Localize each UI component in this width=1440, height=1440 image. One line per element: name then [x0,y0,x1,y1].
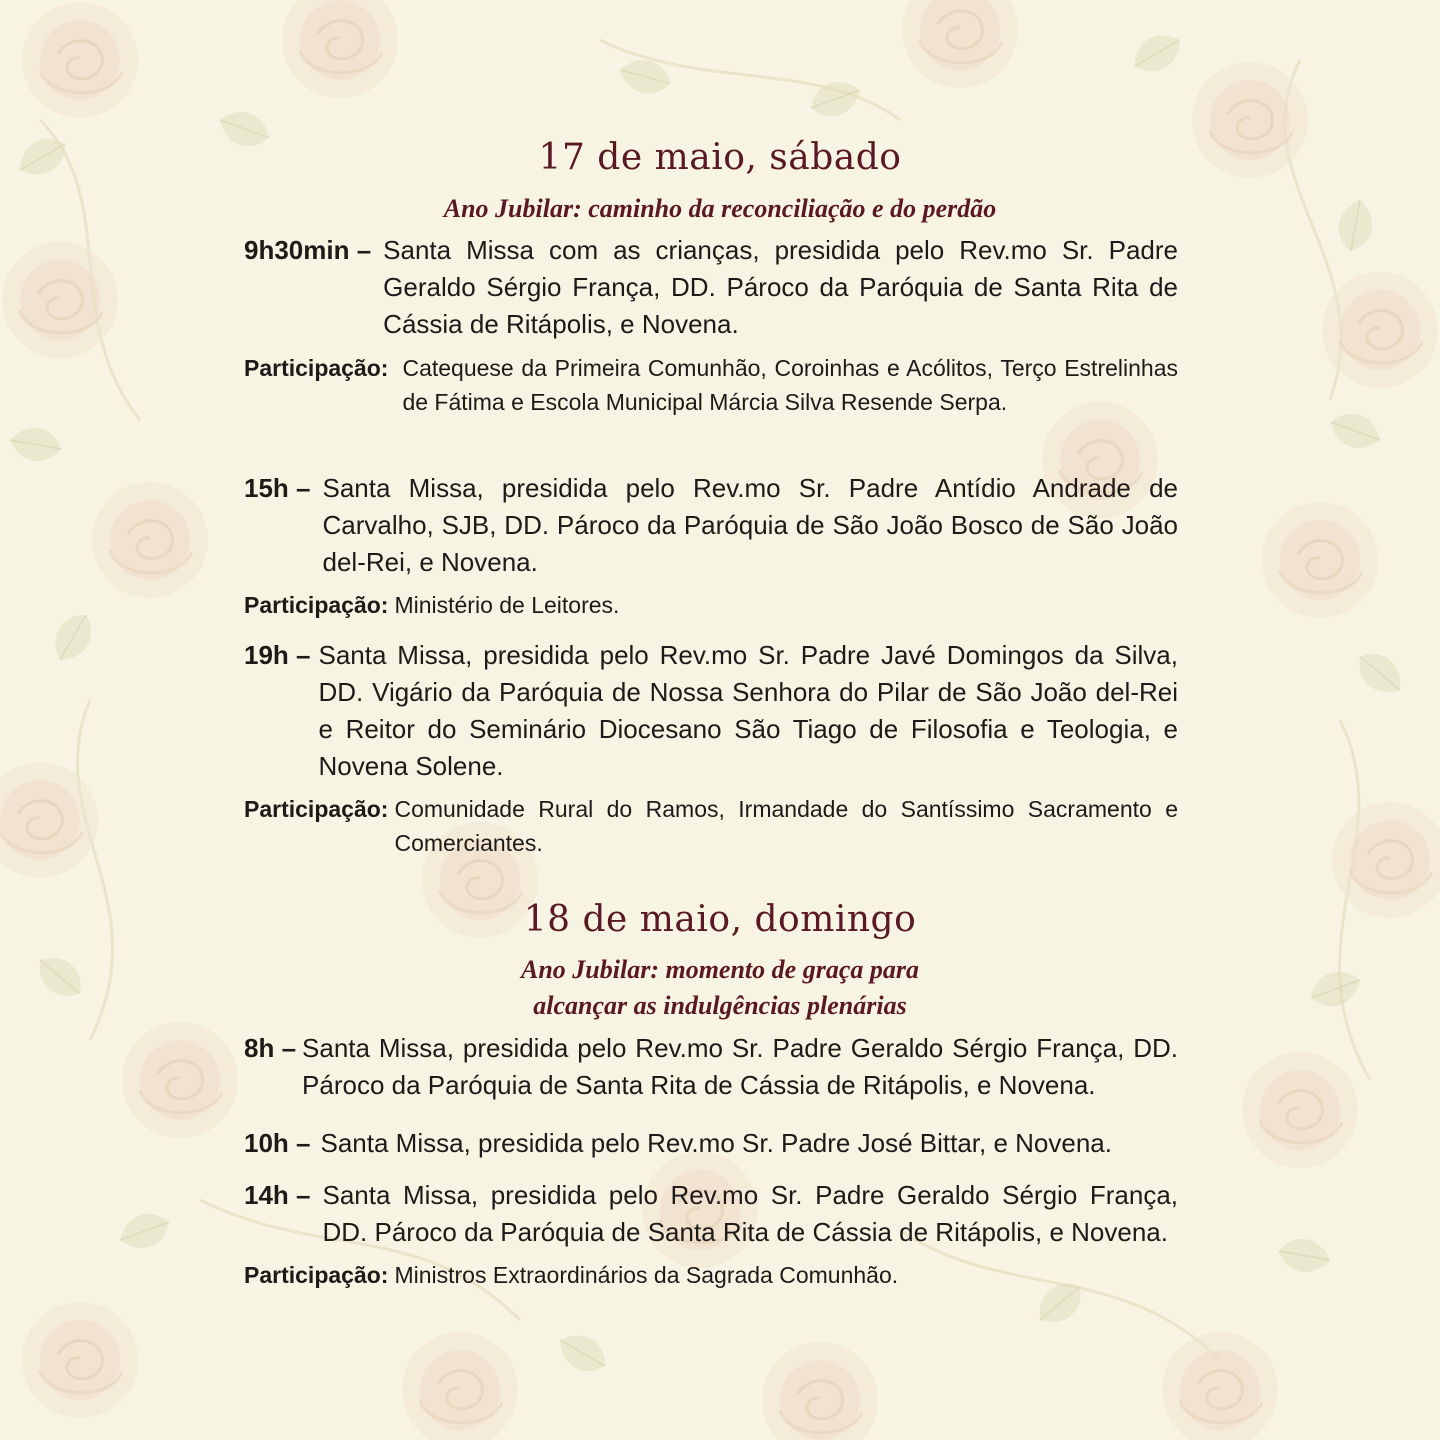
schedule-entry-15h [244,470,1178,581]
participation-text: Catequese da Primeira Comunhão, Coroinhas e Acólitos, Terço Estrelinhas de Fátima e Escola Municipal Márcia Silva Resende Serpa. [402,355,1178,415]
participation-label: Participação: [244,592,389,618]
participation-text: Comunidade Rural do Ramos, Irmandade do Santíssimo Sacramento e Comerciantes. [394,796,1178,856]
schedule-entry-14h [244,1177,1178,1251]
day-subtitle-17-maio: Ano Jubilar: caminho da reconciliação e do perdão [443,194,997,223]
participation-label: Participação: [244,1262,389,1288]
schedule-entry-8h [244,1030,1178,1104]
participation-text: Ministros Extraordinários da Sagrada Comunhão. [394,1262,899,1288]
entry-text: Santa Missa, presidida pelo Rev.mo Sr. Padre José Bittar, e Novena. [320,1128,1112,1158]
entry-text: Santa Missa, presidida pelo Rev.mo Sr. Padre Geraldo Sérgio França, DD. Pároco da Paróquia de Santa Rita de Cássia de Ritápolis, e Novena. [302,1033,1178,1100]
schedule-entry-9h30 [244,232,1178,343]
entry-time: 10h – [244,1128,311,1158]
participation-label: Participação: [244,355,389,381]
participation-15h [244,588,1178,622]
day-subtitle-18-maio-line-2: alcançar as indulgências plenárias [533,991,907,1020]
entry-time: 14h – [244,1180,311,1210]
entry-text: Santa Missa, presidida pelo Rev.mo Sr. Padre Javé Domingos da Silva, DD. Vigário da Paróquia de Nossa Senhora do Pilar de São João del-Rei e Reitor do Seminário Diocesano São Tiago de Filosofia e Teologia, e Novena Solene. [318,640,1178,781]
day-title-17-maio: 17 de maio, sábado [538,137,902,178]
participation-19h [244,792,1178,860]
entry-text: Santa Missa com as crianças, presidida pelo Rev.mo Sr. Padre Geraldo Sérgio França, DD. Pároco da Paróquia de Santa Rita de Cássia de Ritápolis, e Novena. [383,235,1178,339]
entry-text: Santa Missa, presidida pelo Rev.mo Sr. Padre Geraldo Sérgio França, DD. Pároco da Paróquia de Santa Rita de Cássia de Ritápolis, e Novena. [322,1180,1178,1247]
schedule-entry-10h [244,1125,1178,1162]
participation-14h [244,1258,1178,1292]
entry-time: 19h – [244,640,311,670]
entry-time: 15h – [244,473,311,503]
entry-time: 9h30min – [244,235,372,265]
participation-label: Participação: [244,796,389,822]
participation-9h30 [244,351,1178,419]
entry-text: Santa Missa, presidida pelo Rev.mo Sr. Padre Antídio Andrade de Carvalho, SJB, DD. Pároco da Paróquia de São João Bosco de São João del-Rei, e Novena. [322,473,1178,577]
participation-text: Ministério de Leitores. [394,592,620,618]
day-title-18-maio: 18 de maio, domingo [523,899,917,940]
schedule-entry-19h [244,637,1178,785]
entry-time: 8h – [244,1033,297,1063]
day-subtitle-18-maio-line-1: Ano Jubilar: momento de graça para [521,955,919,984]
